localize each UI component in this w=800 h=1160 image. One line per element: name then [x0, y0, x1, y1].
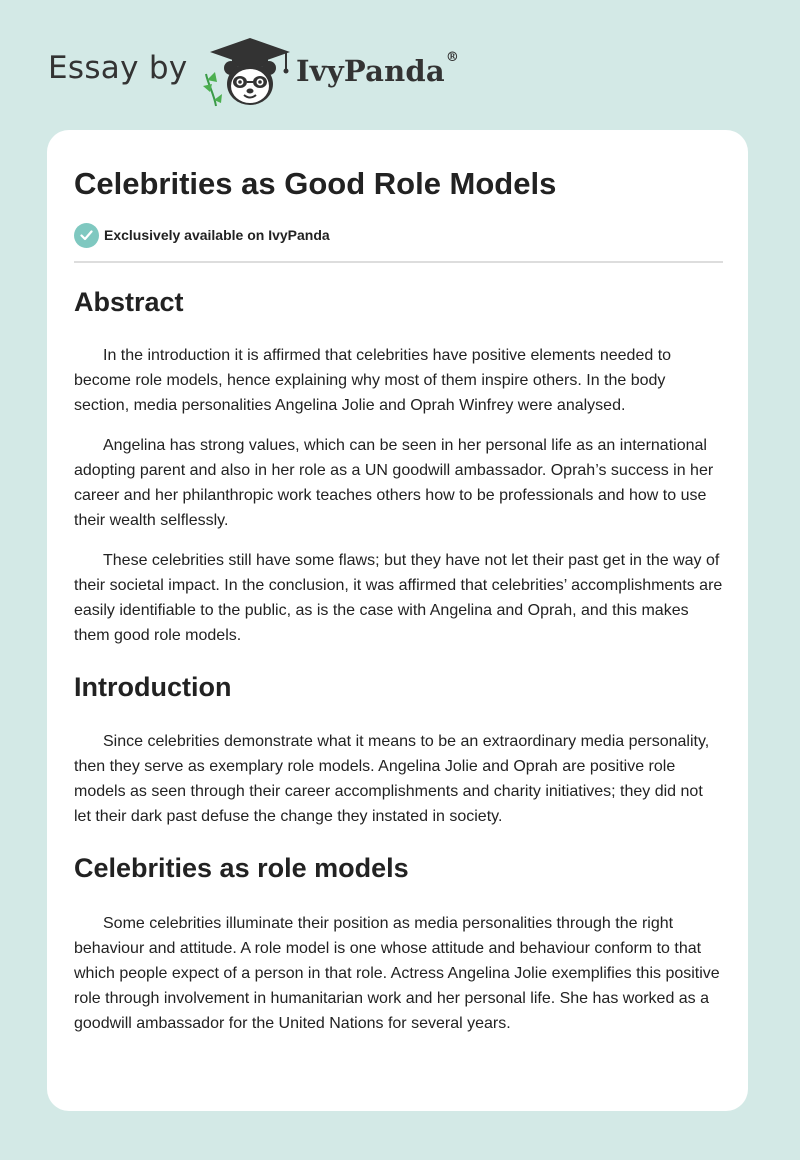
- section-heading-role-models: Celebrities as role models: [74, 853, 409, 883]
- exclusive-badge: [74, 222, 330, 248]
- brand-header: [0, 0, 800, 130]
- paragraph: Angelina has strong values, which can be seen in her personal life as an international adopting parent and also in her role as a UN goodwill ambassador. Oprah’s success in her career and her philanthropic work teaches others how to be professionals and how to use their wealth selflessly.: [74, 437, 714, 529]
- paragraph: Since celebrities demonstrate what it means to be an extraordinary media personality, then they serve as exemplary role models. Angelina Jolie and Oprah are positive role models as seen through their career accomplishments and charity initiatives; they did not let their dark past defuse the change they instated in society.: [74, 733, 710, 825]
- paragraph: In the introduction it is affirmed that celebrities have positive elements needed to become role models, hence explaining why most of them inspire others. In the body section, media personalities Angelina Jolie and Oprah Winfrey were analysed.: [74, 347, 672, 414]
- essay-by-label: Essay by: [48, 50, 188, 86]
- article-body: [74, 280, 724, 1036]
- divider: [74, 261, 723, 263]
- section-heading-introduction: Introduction: [74, 672, 232, 702]
- document-card: [47, 130, 748, 1111]
- checkmark-icon: [74, 223, 99, 248]
- section-heading-abstract: Abstract: [74, 287, 184, 317]
- paragraph: These celebrities still have some flaws; but they have not let their past get in the way of their societal impact. In the conclusion, it was affirmed that celebrities’ accomplishments are easily identifiable to the public, as is the case with Angelina and Oprah, and this makes them good role models.: [74, 552, 723, 644]
- page-title: Celebrities as Good Role Models: [74, 166, 557, 201]
- paragraph: Some celebrities illuminate their position as media personalities through the right behaviour and attitude. A role model is one whose attitude and behaviour conform to that which people expect of a person in that role. Actress Angelina Jolie exemplifies this positive role through involvement in humanitarian work and her personal life. She has worked as a goodwill ambassador for the United Nations for several years.: [74, 915, 720, 1032]
- exclusive-label: Exclusively available on IvyPanda: [104, 227, 330, 243]
- panda-logo-icon: [202, 36, 294, 108]
- brand-name: [296, 50, 460, 88]
- registered-mark: ®: [445, 50, 460, 65]
- brand-name-text: IvyPanda: [296, 54, 445, 88]
